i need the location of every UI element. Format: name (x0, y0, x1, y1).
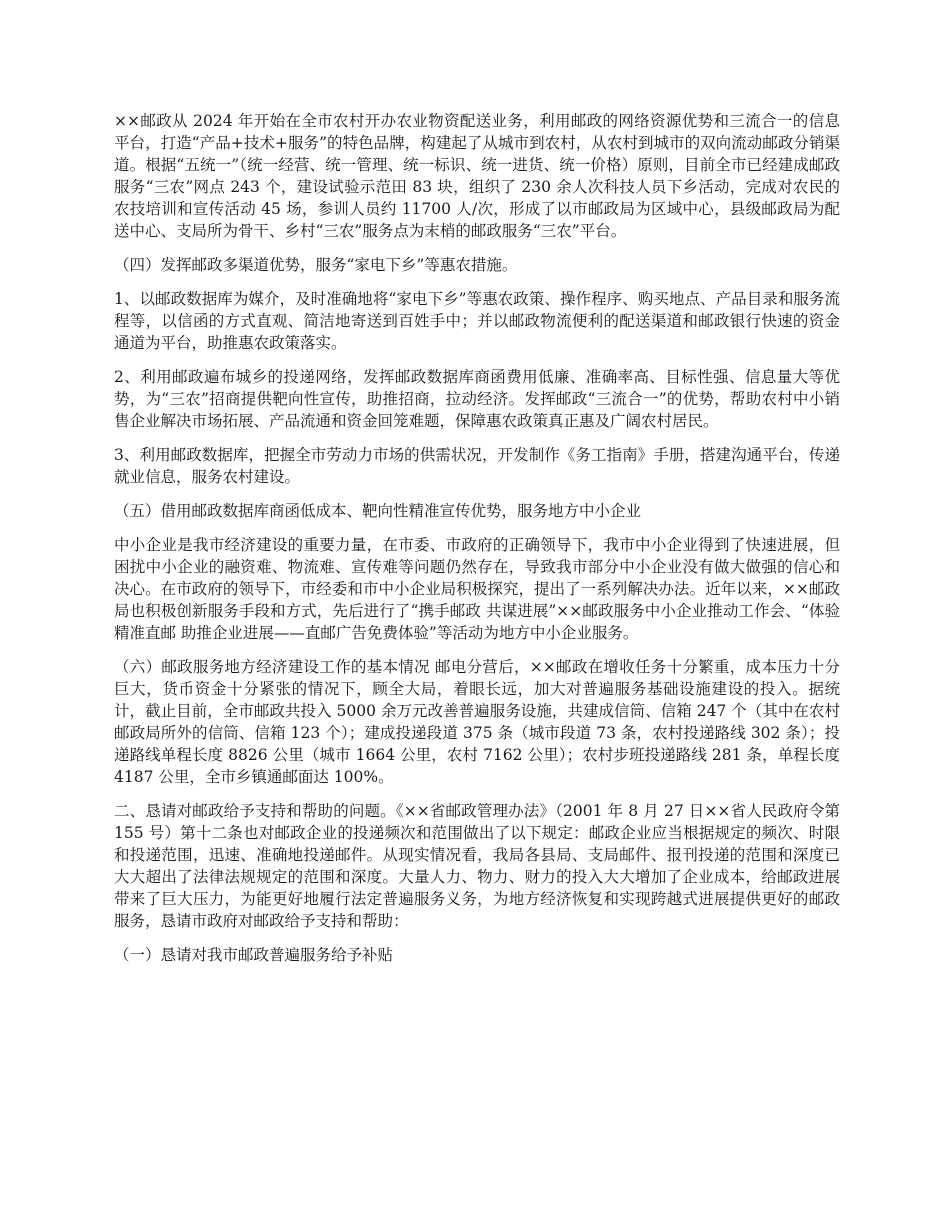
paragraph-item-3: 3、利用邮政数据库，把握全市劳动力市场的供需状况，开发制作《务工指南》手册，搭建沟通平台，传递就业信息，服务农村建设。 (114, 446, 840, 486)
paragraph-sme-service: 中小企业是我市经济建设的重要力量，在市委、市政府的正确领导下，我市中小企业得到了快速进展，但困扰中小企业的融资难、物流难、宣传难等问题仍然存在，导致我市部分中小企业没有做大做强的信心和决心。在市政府的领导下，市经委和市中小企业局积极探究，提出了一系列解决办法。近年以来，××邮政局也积极创新服务手段和方式，先后进行了“携手邮政 共谋进展”××邮政服务中小企业推动工作会、“体验精准直邮 助推企业进展——直邮广告免费体验”等活动为地方中小企业服务。 (114, 536, 840, 642)
section-heading-6-paragraph: （六）邮政服务地方经济建设工作的基本情况 邮电分营后，××邮政在增收任务十分繁重，成本压力十分巨大，货币资金十分紧张的情况下，顾全大局，着眼长远，加大对普遍服务基础设施建设的投入。据统计，截止目前，全市邮政共投入 5000 余万元改善普遍服务设施，共建成信筒、信箱 247 个（其中在农村邮政局所外的信筒、信箱 123 个）；建成投递段道 375 条（城市段道 73 条，农村投递路线 302 条）；投递路线单程长度 8826 公里（城市 1664 公里，农村 7162 公里）；农村步班投递路线 281 条，单程长度 4187 公里，全市乡镇通邮面达 100%。 (114, 658, 840, 786)
document-body (114, 110, 840, 978)
section-heading-4: （四）发挥邮政多渠道优势，服务“家电下乡”等惠农措施。 (114, 256, 518, 274)
section-heading-5: （五）借用邮政数据库商函低成本、靶向性精准宣传优势，服务地方中小企业 (114, 502, 642, 520)
subsection-heading-1: （一）恳请对我市邮政普遍服务给予补贴 (114, 946, 394, 964)
paragraph-item-1: 1、以邮政数据库为媒介，及时准确地将“家电下乡”等惠农政策、操作程序、购买地点、产品目录和服务流程等，以信函的方式直观、简洁地寄送到百姓手中；并以邮政物流便利的配送渠道和邮政银行快速的资金通道为平台，助推惠农政策落实。 (114, 290, 840, 352)
section-two-request-paragraph: 二、恳请对邮政给予支持和帮助的问题。《××省邮政管理办法》（2001 年 8 月 27 日××省人民政府令第 155 号）第十二条也对邮政企业的投递频次和范围做出了以下规定：邮政企业应当根据规定的频次、时限和投递范围，迅速、准确地投递邮件。从现实情况看，我局各县局、支局邮件、报刊投递的范围和深度已大大超出了法律法规规定的范围和深度。大量人力、物力、财力的投入大大增加了企业成本，给邮政进展带来了巨大压力，为能更好地履行法定普遍服务义务，为地方经济恢复和实现跨越式进展提供更好的邮政服务，恳请市政府对邮政给予支持和帮助： (114, 802, 840, 930)
paragraph-item-2: 2、利用邮政遍布城乡的投递网络，发挥邮政数据库商函费用低廉、准确率高、目标性强、信息量大等优势，为“三农”招商提供靶向性宣传，助推招商，拉动经济。发挥邮政“三流合一”的优势，帮助农村中小销售企业解决市场拓展、产品流通和资金回笼难题，保障惠农政策真正惠及广阔农村居民。 (114, 368, 840, 430)
paragraph-rural-agri-distribution: ××邮政从 2024 年开始在全市农村开办农业物资配送业务，利用邮政的网络资源优势和三流合一的信息平台，打造“产品+技术+服务”的特色品牌，构建起了从城市到农村，从农村到城市的双向流动邮政分销渠道。根据“五统一”（统一经营、统一管理、统一标识、统一进货、统一价格）原则，目前全市已经建成邮政服务“三农”网点 243 个，建设试验示范田 83 块，组织了 230 余人次科技人员下乡活动，完成对农民的农技培训和宣传活动 45 场，参训人员约 11700 人/次，形成了以市邮政局为区域中心，县级邮政局为配送中心、支局所为骨干、乡村“三农”服务点为末梢的邮政服务“三农”平台。 (114, 112, 840, 240)
